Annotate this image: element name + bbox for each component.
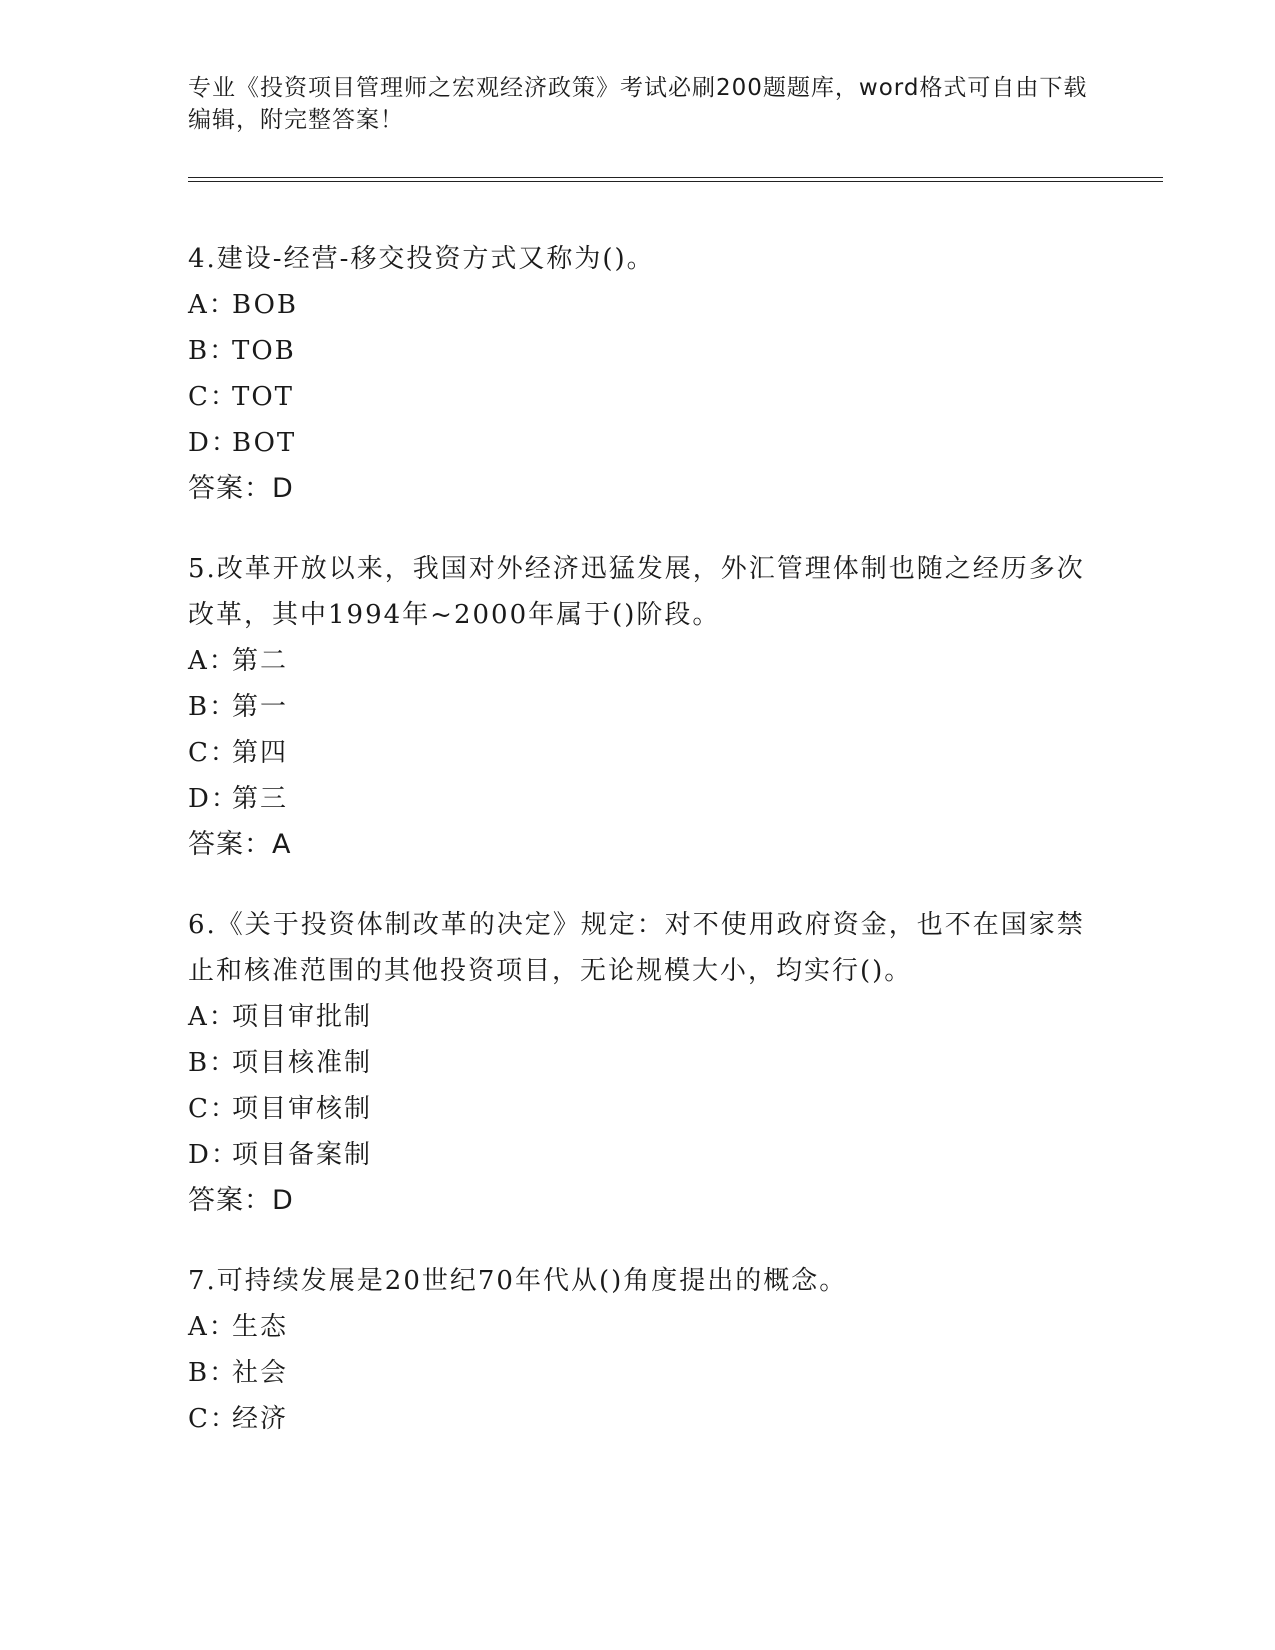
- option-key: D：: [188, 784, 239, 814]
- option-text: 第一: [232, 692, 289, 722]
- option-b: [188, 1040, 1088, 1086]
- option-text: 项目备案制: [232, 1140, 373, 1170]
- option-key: A：: [188, 646, 237, 676]
- question-text: 7.可持续发展是20世纪70年代从()角度提出的概念。: [188, 1266, 848, 1296]
- option-key: C：: [188, 738, 238, 768]
- option-text: 项目核准制: [232, 1048, 373, 1078]
- option-c: [188, 374, 1088, 420]
- option-a: [188, 282, 1088, 328]
- question-5: [188, 546, 1088, 868]
- option-key: C：: [188, 1404, 238, 1434]
- question-list: [188, 236, 1088, 1476]
- option-text: 第二: [232, 646, 289, 676]
- option-key: B：: [188, 692, 238, 722]
- header-divider: [188, 177, 1163, 182]
- question-7: [188, 1258, 1088, 1442]
- option-text: 第四: [232, 738, 289, 768]
- option-text: BOB: [232, 290, 299, 320]
- question-text: 5.改革开放以来，我国对外经济迅猛发展，外汇管理体制也随之经历多次改革，其中1994年~2000年属于()阶段。: [188, 554, 1085, 630]
- question-6: [188, 902, 1088, 1224]
- option-text: BOT: [232, 428, 297, 458]
- option-key: C：: [188, 382, 238, 412]
- answer-line: 答案：A: [188, 829, 292, 860]
- option-a: [188, 994, 1088, 1040]
- option-key: D：: [188, 1140, 239, 1170]
- option-a: [188, 1304, 1088, 1350]
- option-key: A：: [188, 1312, 237, 1342]
- option-c: [188, 1086, 1088, 1132]
- option-text: 项目审批制: [232, 1002, 373, 1032]
- option-text: 项目审核制: [232, 1094, 373, 1124]
- answer-line: 答案：D: [188, 473, 294, 504]
- option-key: B：: [188, 1048, 238, 1078]
- option-d: [188, 1132, 1088, 1178]
- question-4: [188, 236, 1088, 512]
- option-d: [188, 776, 1088, 822]
- option-text: TOB: [232, 336, 296, 366]
- option-c: [188, 730, 1088, 776]
- question-text: 6.《关于投资体制改革的决定》规定：对不使用政府资金，也不在国家禁止和核准范围的其他投资项目，无论规模大小，均实行()。: [188, 910, 1085, 986]
- option-text: TOT: [232, 382, 294, 412]
- option-b: [188, 1350, 1088, 1396]
- option-key: A：: [188, 290, 237, 320]
- option-key: C：: [188, 1094, 238, 1124]
- option-text: 第三: [232, 784, 289, 814]
- option-key: B：: [188, 336, 238, 366]
- option-text: 经济: [232, 1404, 289, 1434]
- option-key: A：: [188, 1002, 237, 1032]
- option-text: 社会: [232, 1358, 289, 1388]
- document-header: 专业《投资项目管理师之宏观经济政策》考试必刷200题题库，word格式可自由下载编辑，附完整答案！: [188, 75, 1088, 133]
- option-key: B：: [188, 1358, 238, 1388]
- question-text: 4.建设-经营-移交投资方式又称为()。: [188, 244, 655, 274]
- option-text: 生态: [232, 1312, 289, 1342]
- option-a: [188, 638, 1088, 684]
- option-b: [188, 684, 1088, 730]
- option-c: [188, 1396, 1088, 1442]
- option-key: D：: [188, 428, 239, 458]
- option-d: [188, 420, 1088, 466]
- option-b: [188, 328, 1088, 374]
- answer-line: 答案：D: [188, 1185, 294, 1216]
